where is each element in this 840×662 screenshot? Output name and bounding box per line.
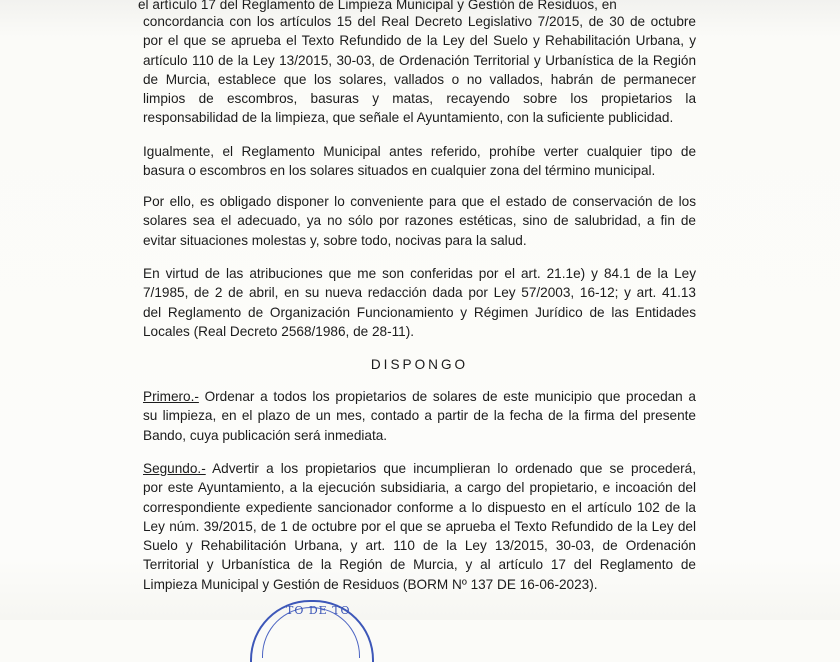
segundo-line: correspondiente expediente sancionador conforme a lo dispuesto en el artículo 102 de la	[143, 499, 696, 515]
segundo-line: Suelo y Rehabilitación Urbana, y art. 110 de la Ley 13/2015, 30-03, de Ordenación	[143, 538, 696, 554]
paragraph-1-line: por el que se aprueba el Texto Refundido de la Ley del Suelo y Rehabilitación Urbana, y	[143, 33, 696, 49]
segundo-line: por este Ayuntamiento, a la ejecución subsidiaria, a cargo del propietario, e incoación del	[143, 480, 696, 496]
paragraph-4-line: del Reglamento de Organización Funcionamiento y Régimen Jurídico de las Entidades	[143, 304, 696, 320]
paragraph-1-line: limpios de escombros, basuras y matas, recayendo sobre los propietarios la	[143, 91, 696, 107]
paragraph-3-line: Por ello, es obligado disponer lo conveniente para que el estado de conservación de los	[143, 194, 696, 209]
paragraph-1	[143, 12, 696, 128]
paragraph-3	[143, 192, 696, 250]
paragraph-2-line: Igualmente, el Reglamento Municipal antes referido, prohíbe verter cualquier tipo de	[143, 144, 696, 159]
primero-line-text: Ordenar a todos los propietarios de solares de este municipio que procedan a	[198, 389, 696, 404]
paragraph-2	[143, 142, 696, 181]
segundo-label: Segundo.-	[143, 461, 206, 476]
paragraph-1-line: artículo 110 de la Ley 13/2015, 30-03, de Ordenación Territorial y Urbanística de la Región	[143, 52, 696, 68]
segundo-line: Territorial y Urbanística de la Región de Murcia, y al artículo 17 del Reglamento de	[143, 557, 696, 573]
segundo-first-line	[143, 459, 696, 478]
official-stamp-text: TO DE TO	[286, 604, 351, 617]
paragraph-4-line: 7/1985, de 2 de abril, en su nueva redacción dada por Ley 57/2003, 16-12; y art. 41.13	[143, 285, 696, 301]
paragraph-1-line: responsabilidad de la limpieza, que señale el Ayuntamiento, con la suficiente publicidad.	[143, 110, 674, 126]
primero-line: su limpieza, en el plazo de un mes, contado a partir de la fecha de la firma del presente	[143, 408, 696, 424]
paragraph-4-line: En virtud de las atribuciones que me son conferidas por el art. 21.1e) y 84.1 de la Ley	[143, 266, 696, 281]
paragraph-2-line: basura o escombros en los solares situados en cualquier zona del término municipal.	[143, 163, 656, 179]
paragraph-1-line: de Murcia, establece que los solares, vallados o no vallados, habrán de permanecer	[143, 71, 696, 87]
segundo-clause	[143, 459, 696, 594]
dispongo-heading: DISPONGO	[370, 357, 469, 372]
primero-line: Bando, cuya publicación será inmediata.	[143, 427, 388, 443]
primero-clause	[143, 387, 696, 445]
primero-label: Primero.-	[143, 389, 199, 404]
paragraph-3-line: evitar situaciones molestas y, sobre todo, nocivas para la salud.	[143, 232, 527, 248]
segundo-line-text: Advertir a los propietarios que incumplieran lo ordenado que se procederá,	[205, 461, 696, 476]
segundo-line: Limpieza Municipal y Gestión de Residuos (BORM Nº 137 DE 16-06-2023).	[143, 576, 598, 592]
paragraph-4-line: Locales (Real Decreto 2568/1986, de 28-11).	[143, 323, 415, 339]
segundo-line: Ley núm. 39/2015, de 1 de octubre por el que se aprueba el Texto Refundido de la Ley del	[143, 518, 696, 534]
paragraph-1-line: concordancia con los artículos 15 del Real Decreto Legislativo 7/2015, de 30 de octubre	[143, 14, 696, 29]
primero-first-line	[143, 387, 696, 406]
paragraph-4	[143, 264, 696, 341]
top-cut-line: el artículo 17 del Reglamento de Limpieza Municipal y Gestión de Residuos, en	[138, 0, 617, 12]
paragraph-3-line: solares sea el adecuado, ya no sólo por razones estéticas, sino de salubridad, a fin de	[143, 213, 696, 229]
